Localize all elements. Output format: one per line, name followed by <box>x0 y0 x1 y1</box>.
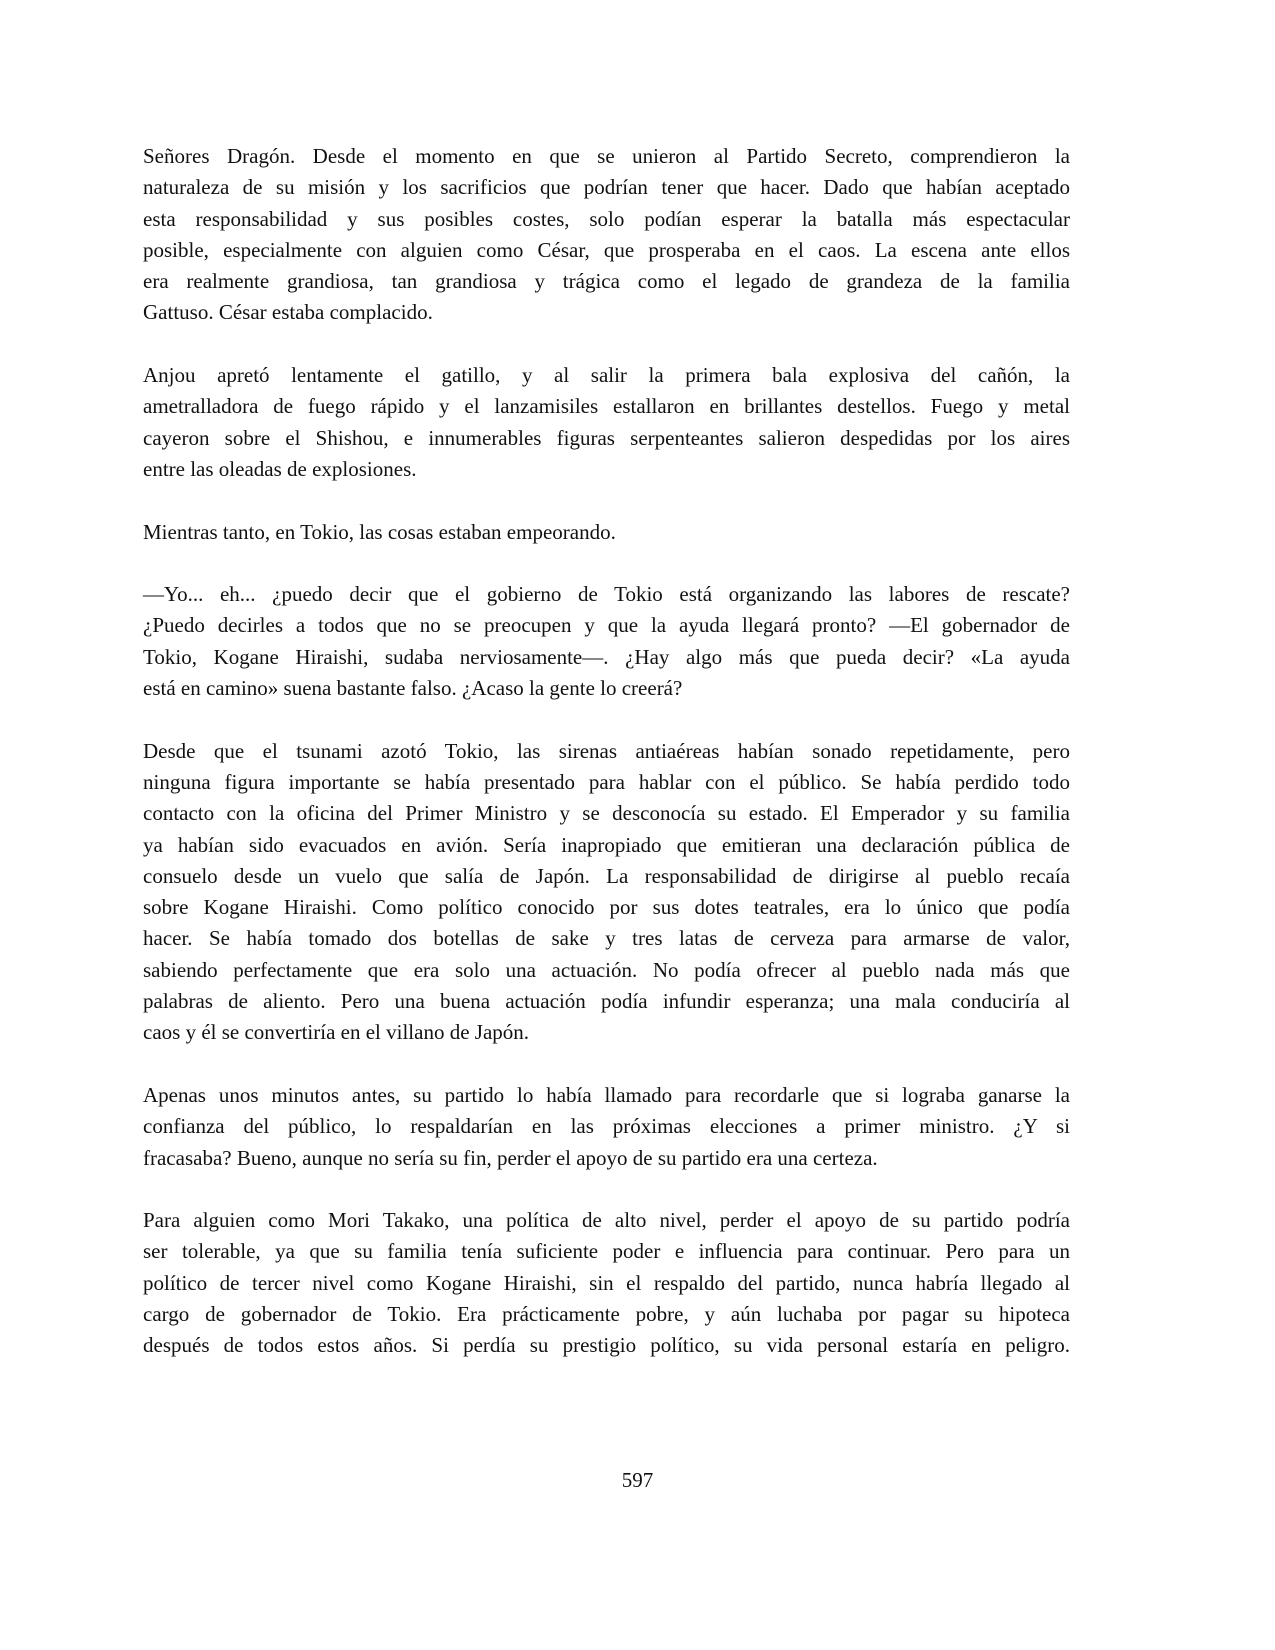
text-line: después de todos estos años. Si perdía su prestigio político, su vida personal estaría en peligro. <box>143 1333 1070 1358</box>
paragraph <box>143 1205 1070 1361</box>
paragraph <box>143 736 1070 1049</box>
text-line: cargo de gobernador de Tokio. Era prácticamente pobre, y aún luchaba por pagar su hipoteca <box>143 1301 1070 1326</box>
text-line: fracasaba? Bueno, aunque no sería su fin, perder el apoyo de su partido era una certeza. <box>143 1145 878 1170</box>
paragraph <box>143 141 1070 329</box>
page-number: 597 <box>621 1468 654 1492</box>
text-line: hacer. Se había tomado dos botellas de sake y tres latas de cerveza para armarse de valor, <box>143 926 1070 951</box>
text-line: político de tercer nivel como Kogane Hiraishi, sin el respaldo del partido, nunca habría llegado al <box>143 1270 1070 1295</box>
text-line: caos y él se convertiría en el villano de Japón. <box>143 1020 530 1045</box>
text-line: era realmente grandiosa, tan grandiosa y trágica como el legado de grandeza de la familia <box>143 269 1070 294</box>
paragraph <box>143 360 1070 485</box>
text-line: Señores Dragón. Desde el momento en que se unieron al Partido Secreto, comprendieron la <box>143 144 1070 168</box>
paragraph <box>143 1080 1070 1174</box>
text-line: palabras de aliento. Pero una buena actuación podía infundir esperanza; una mala conduciría al <box>143 989 1070 1014</box>
text-line: Desde que el tsunami azotó Tokio, las sirenas antiaéreas habían sonado repetidamente, pero <box>143 738 1070 763</box>
text-line: posible, especialmente con alguien como César, que prosperaba en el caos. La escena ante ellos <box>143 237 1070 262</box>
text-line: está en camino» suena bastante falso. ¿Acaso la gente lo creerá? <box>143 676 683 701</box>
text-line: Tokio, Kogane Hiraishi, sudaba nerviosamente—. ¿Hay algo más que pueda decir? «La ayuda <box>143 644 1070 669</box>
text-line: confianza del público, lo respaldarían en las próximas elecciones a primer ministro. ¿Y si <box>143 1114 1070 1139</box>
text-line: ninguna figura importante se había presentado para hablar con el público. Se había perdido todo <box>143 769 1070 794</box>
text-line: Gattuso. César estaba complacido. <box>143 300 433 325</box>
paragraph <box>143 579 1070 704</box>
text-line: ya habían sido evacuados en avión. Sería inapropiado que emitieran una declaración pública de <box>143 832 1070 857</box>
text-line: Anjou apretó lentamente el gatillo, y al salir la primera bala explosiva del cañón, la <box>143 363 1070 388</box>
text-line: sabiendo perfectamente que era solo una actuación. No podía ofrecer al pueblo nada más que <box>143 957 1070 982</box>
text-line: naturaleza de su misión y los sacrificios que podrían tener que hacer. Dado que habían aceptado <box>143 175 1070 200</box>
page-body <box>143 141 1070 1393</box>
text-line: sobre Kogane Hiraishi. Como político conocido por sus dotes teatrales, era lo único que podía <box>143 895 1070 920</box>
text-line: consuelo desde un vuelo que salía de Japón. La responsabilidad de dirigirse al pueblo recaía <box>143 863 1070 888</box>
text-line: —Yo... eh... ¿puedo decir que el gobierno de Tokio está organizando las labores de rescate? <box>143 582 1070 607</box>
text-line: ¿Puedo decirles a todos que no se preocupen y que la ayuda llegará pronto? —El gobernador de <box>143 613 1070 638</box>
text-line: cayeron sobre el Shishou, e innumerables figuras serpenteantes salieron despedidas por los aires <box>143 425 1070 450</box>
text-line: Para alguien como Mori Takako, una política de alto nivel, perder el apoyo de su partido podría <box>143 1208 1070 1233</box>
text-line: ser tolerable, ya que su familia tenía suficiente poder e influencia para continuar. Pero para un <box>143 1239 1070 1264</box>
text-line: ametralladora de fuego rápido y el lanzamisiles estallaron en brillantes destellos. Fuego y metal <box>143 394 1070 419</box>
paragraph <box>143 517 1070 548</box>
text-line: Mientras tanto, en Tokio, las cosas estaban empeorando. <box>143 519 616 544</box>
text-line: Apenas unos minutos antes, su partido lo había llamado para recordarle que si lograba ganarse la <box>143 1082 1070 1107</box>
text-line: esta responsabilidad y sus posibles costes, solo podían esperar la batalla más espectacular <box>143 206 1070 231</box>
text-line: entre las oleadas de explosiones. <box>143 456 417 481</box>
text-line: contacto con la oficina del Primer Ministro y se desconocía su estado. El Emperador y su familia <box>143 801 1070 826</box>
